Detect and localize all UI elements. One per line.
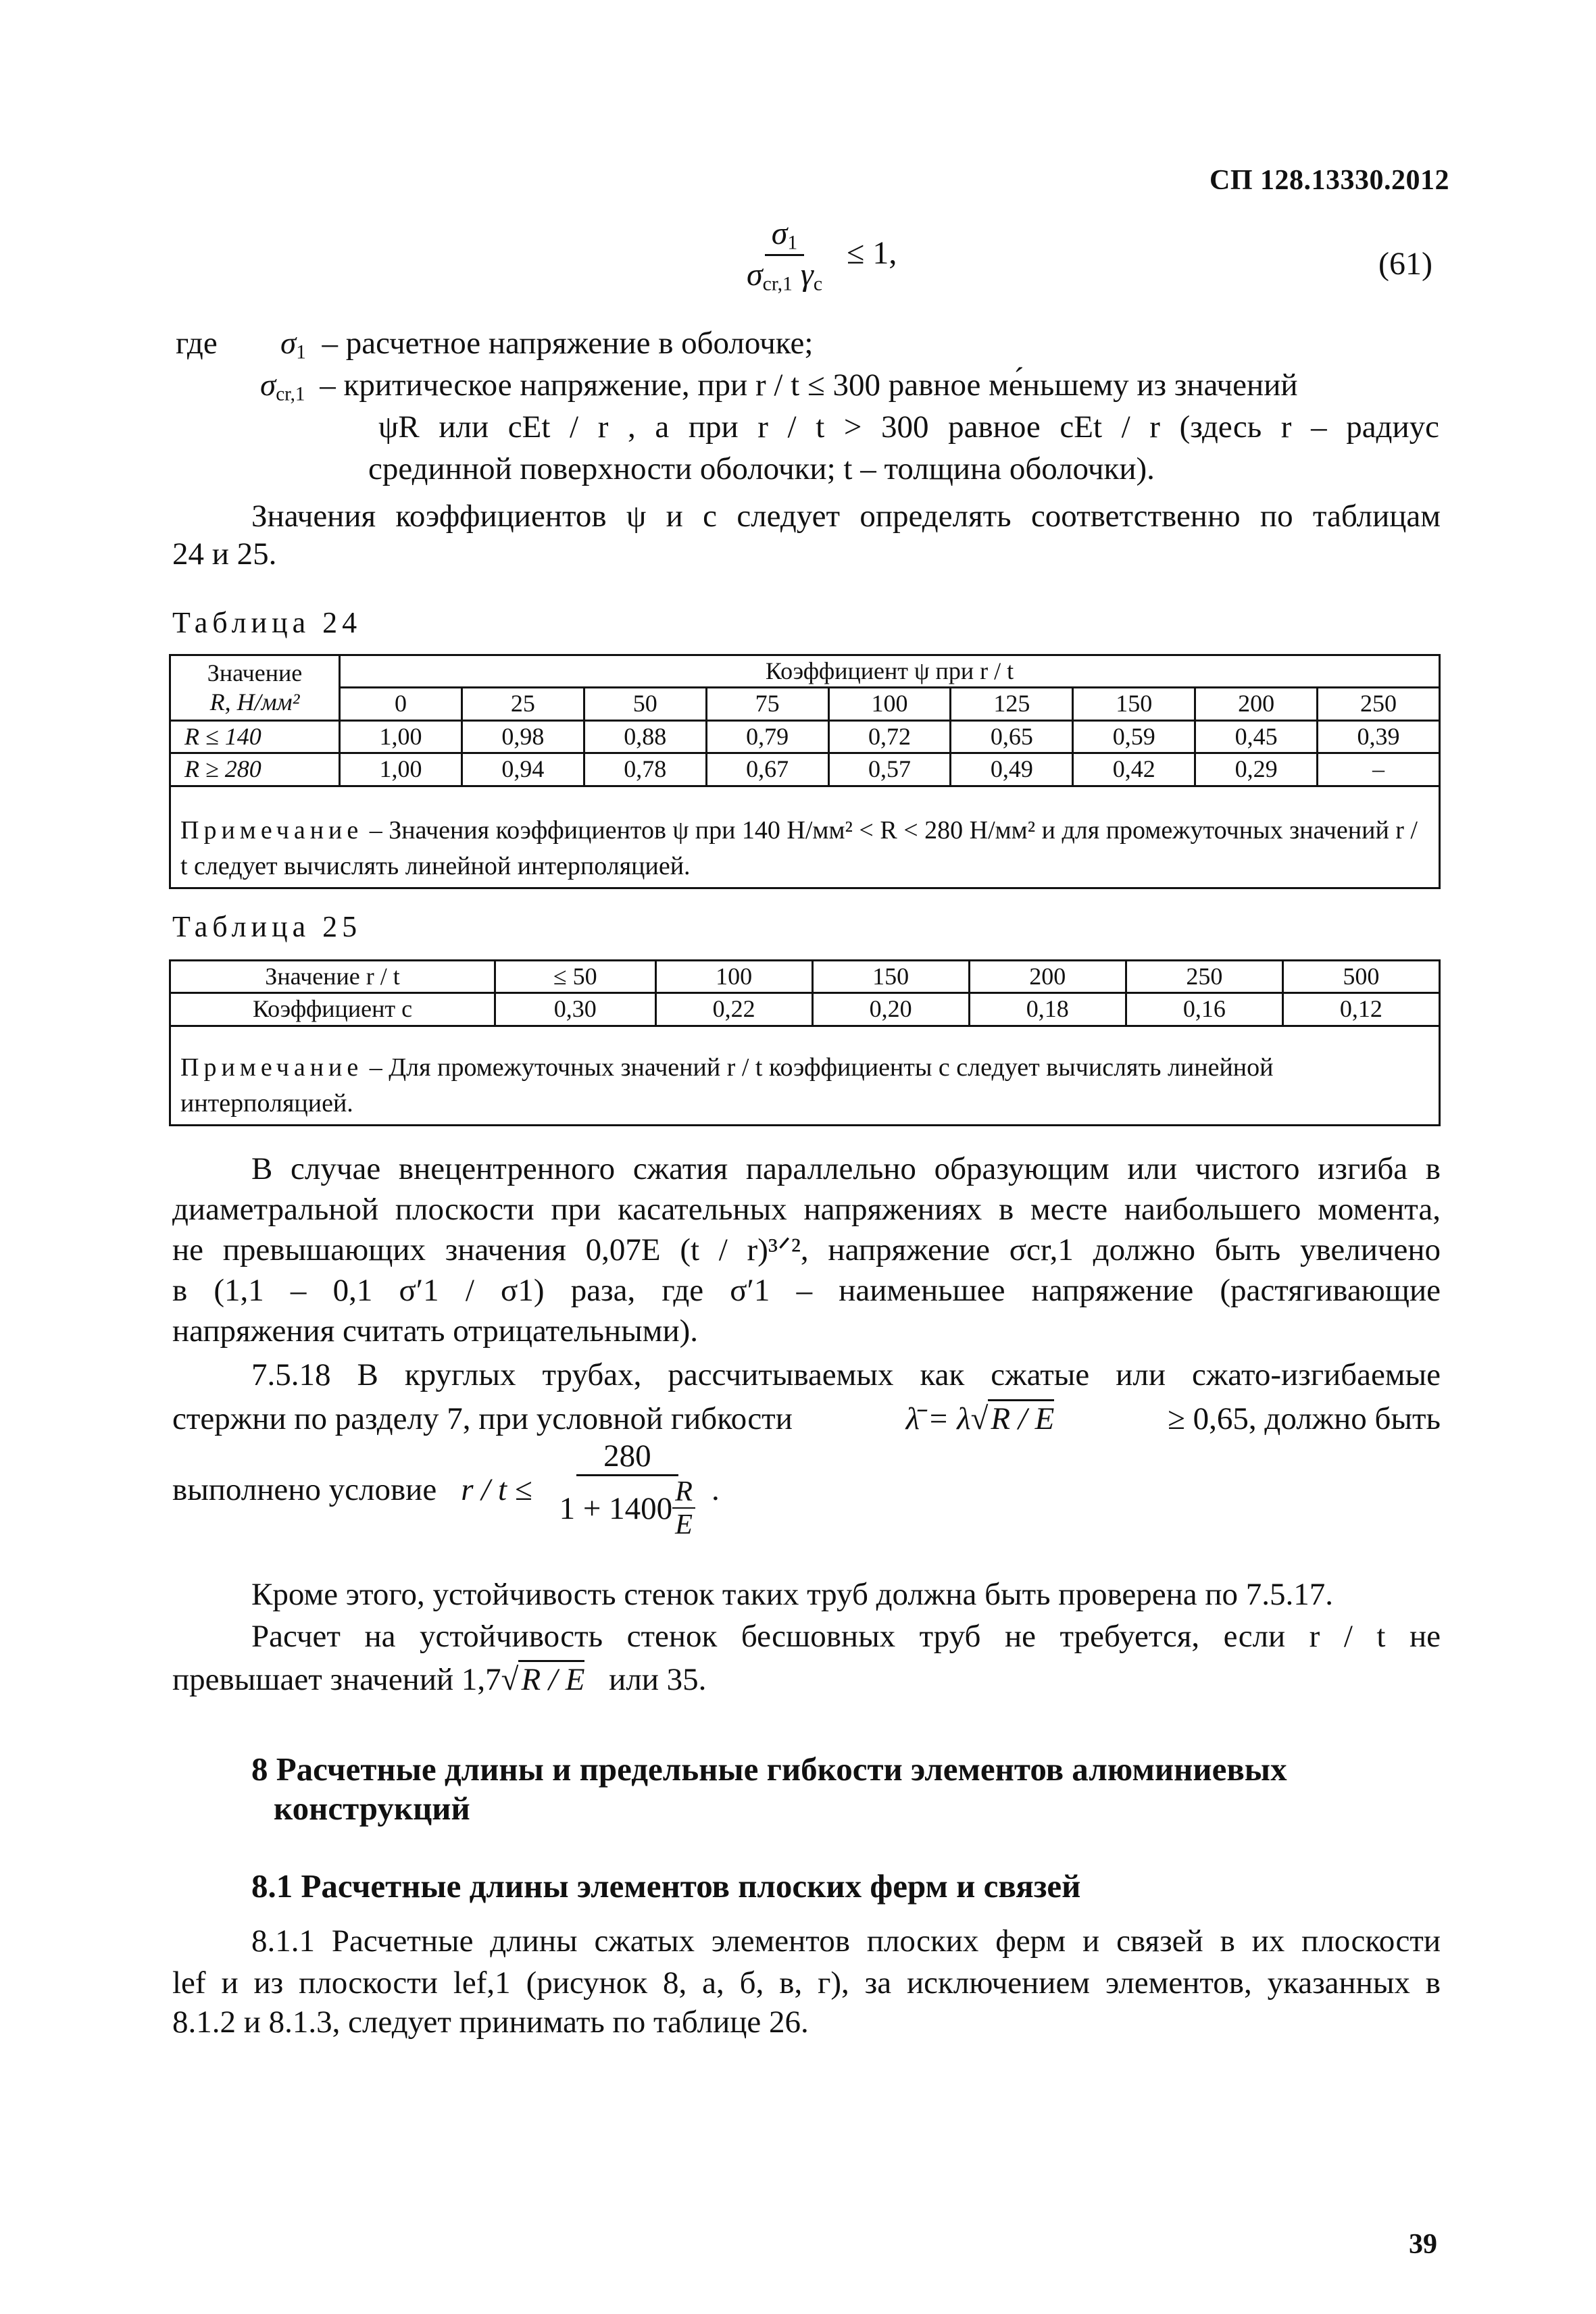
inner-fraction: $\frac{R}{E}$	[672, 1476, 695, 1542]
table-24-head-value: Значение R, Н/мм²	[170, 655, 340, 721]
table-24-cell: 0,29	[1195, 753, 1318, 786]
table-24-col: 100	[828, 688, 951, 720]
table-24-cell: 0,65	[951, 720, 1073, 753]
table-24-head-group: Коэффициент ψ при r / t	[340, 655, 1440, 688]
paragraph-7-5-18-l3: выполнено условие r / t ≤ 280 1 + 1400 $\frac{R}{E}$ .	[172, 1438, 720, 1541]
table-24-cell: 0,79	[706, 720, 828, 753]
paragraph-eccentric-l4: в (1,1 – 0,1 σ′1 / σ1) раза, где σ′1 – наименьшее напряжение (растягивающие	[172, 1273, 1441, 1308]
table-24-cell: 0,39	[1318, 720, 1440, 753]
table-24-cell: 1,00	[340, 753, 462, 786]
paragraph-seamless-l2: превышает значений 1,7√R / E или 35.	[172, 1659, 706, 1701]
table-25-cell: 0,18	[969, 993, 1126, 1026]
paragraph-also: Кроме этого, устойчивость стенок таких труб должна быть проверена по 7.5.17.	[251, 1577, 1334, 1612]
table-24-row-label: R ≤ 140	[170, 720, 340, 753]
table-24-cell: 0,49	[951, 753, 1073, 786]
paragraph-8-1-1-l1: 8.1.1 Расчетные длины сжатых элементов плоских ферм и связей в их плоскости	[251, 1923, 1441, 1959]
table-25-head-cell: 500	[1282, 961, 1439, 993]
table-25-cell: 0,16	[1126, 993, 1282, 1026]
table-24-row-label: R ≥ 280	[170, 753, 340, 786]
paragraph-eccentric-l1: В случае внецентренного сжатия параллельно образующим или чистого изгиба в	[251, 1151, 1441, 1186]
paragraph-7-5-18-l2: стержни по разделу 7, при условной гибкости λ̄ = λ√R / E ≥ 0,65, должно быть	[172, 1399, 1441, 1440]
table-25-head-cell: ≤ 50	[495, 961, 656, 993]
formula-61	[740, 216, 897, 296]
table-24-cell: 0,98	[462, 720, 584, 753]
paragraph-8-1-1-l3: 8.1.2 и 8.1.3, следует принимать по таблице 26.	[172, 2005, 809, 2040]
table-25-note: Примечание – Для промежуточных значений r / t коэффициенты c следует вычислять линейной интерполяцией.	[170, 1026, 1440, 1125]
table-24-col: 150	[1073, 688, 1195, 720]
paragraph-eccentric-l3: не превышающих значения 0,07E (t / r)³ᐟ², напряжение σcr,1 должно быть увеличено	[172, 1232, 1441, 1267]
table-24-cell: 0,45	[1195, 720, 1318, 753]
page-number: 39	[1409, 2229, 1437, 2260]
table-25-cell: 0,22	[655, 993, 812, 1026]
condition-fraction: 280 1 + 1400 $\frac{R}{E}$	[553, 1439, 702, 1542]
table-24	[169, 654, 1441, 889]
section-8-1-title: 8.1 Расчетные длины элементов плоских ферм и связей	[251, 1867, 1081, 1905]
table-25-head-cell: 250	[1126, 961, 1282, 993]
table-25-head-cell: 150	[812, 961, 969, 993]
paragraph-7-5-18-l1: 7.5.18 В круглых трубах, рассчитываемых как сжатые или сжато-изгибаемые	[251, 1357, 1441, 1392]
slenderness-formula: λ̄ = λ√R / E	[906, 1399, 1055, 1440]
paragraph-seamless-l1: Расчет на устойчивость стенок бесшовных труб не требуется, если r / t не	[251, 1619, 1441, 1654]
table-24-cell: 0,72	[828, 720, 951, 753]
table-25-caption: Таблица 25	[172, 910, 362, 943]
table-24-cell: 0,78	[584, 753, 706, 786]
table-24-col: 75	[706, 688, 828, 720]
table-24-cell: 0,67	[706, 753, 828, 786]
paragraph-coefficients-l2: 24 и 25.	[172, 536, 277, 572]
table-24-col: 200	[1195, 688, 1318, 720]
where-line-4: срединной поверхности оболочки; t – толщина оболочки).	[368, 451, 1155, 486]
table-24-caption: Таблица 24	[172, 606, 362, 639]
table-25-head-cell: 100	[655, 961, 812, 993]
formula-61-number: (61)	[1378, 246, 1432, 282]
table-25-cell: 0,30	[495, 993, 656, 1026]
paragraph-eccentric-l2: диаметральной плоскости при касательных напряжениях в месте наибольшего момента,	[172, 1192, 1441, 1227]
table-24-cell: 0,88	[584, 720, 706, 753]
table-24-col: 125	[951, 688, 1073, 720]
table-24-col: 25	[462, 688, 584, 720]
table-24-cell: 1,00	[340, 720, 462, 753]
where-label: где	[176, 326, 218, 361]
table-24-cell: 0,59	[1073, 720, 1195, 753]
where-line-3: ψR или cEt / r , а при r / t > 300 равное cEt / r (здесь r – радиус	[378, 409, 1439, 445]
table-25-cell: 0,20	[812, 993, 969, 1026]
table-25-row-label: Коэффициент c	[170, 993, 495, 1026]
document-code: СП 128.13330.2012	[1210, 165, 1449, 196]
table-row	[170, 720, 1440, 753]
table-row	[170, 753, 1440, 786]
table-row	[170, 993, 1440, 1026]
formula-61-fraction: $\frac{\sigma_1}{\sigma_{cr,1} \gamma_c}$	[747, 216, 823, 295]
table-24-cell: 0,57	[828, 753, 951, 786]
formula-61-rhs: ≤ 1,	[847, 234, 897, 271]
paragraph-8-1-1-l2: lef и из плоскости lef,1 (рисунок 8, а, б, в, г), за исключением элементов, указанных в	[172, 1965, 1441, 2001]
paragraph-coefficients-l1: Значения коэффициентов ψ и c следует определять соответственно по таблицам	[251, 499, 1441, 534]
section-8-title-l1: 8 Расчетные длины и предельные гибкости элементов алюминиевых	[251, 1751, 1287, 1788]
where-line-2: $\sigma_{cr,1}$ – критическое напряжение, при r / t ≤ 300 равное ме́ньшему из значений	[260, 368, 1298, 405]
table-25	[169, 959, 1441, 1126]
table-24-col: 250	[1318, 688, 1440, 720]
where-line-1: $\sigma_1$ – расчетное напряжение в оболочке;	[280, 326, 814, 363]
paragraph-eccentric-l5: напряжения считать отрицательными).	[172, 1313, 699, 1349]
table-24-note: Примечание – Значения коэффициентов ψ при 140 Н/мм² < R < 280 Н/мм² и для промежуточных значений r / t следует вычислять линейной интерполяцией.	[170, 786, 1440, 888]
table-24-cell: 0,42	[1073, 753, 1195, 786]
table-25-head-cell: 200	[969, 961, 1126, 993]
table-24-col: 0	[340, 688, 462, 720]
table-25-head-label: Значение r / t	[170, 961, 495, 993]
table-24-cell: –	[1318, 753, 1440, 786]
table-row	[170, 961, 1440, 993]
section-8-title-l2: конструкций	[274, 1790, 470, 1827]
table-24-col: 50	[584, 688, 706, 720]
table-25-cell: 0,12	[1282, 993, 1439, 1026]
table-24-cell: 0,94	[462, 753, 584, 786]
